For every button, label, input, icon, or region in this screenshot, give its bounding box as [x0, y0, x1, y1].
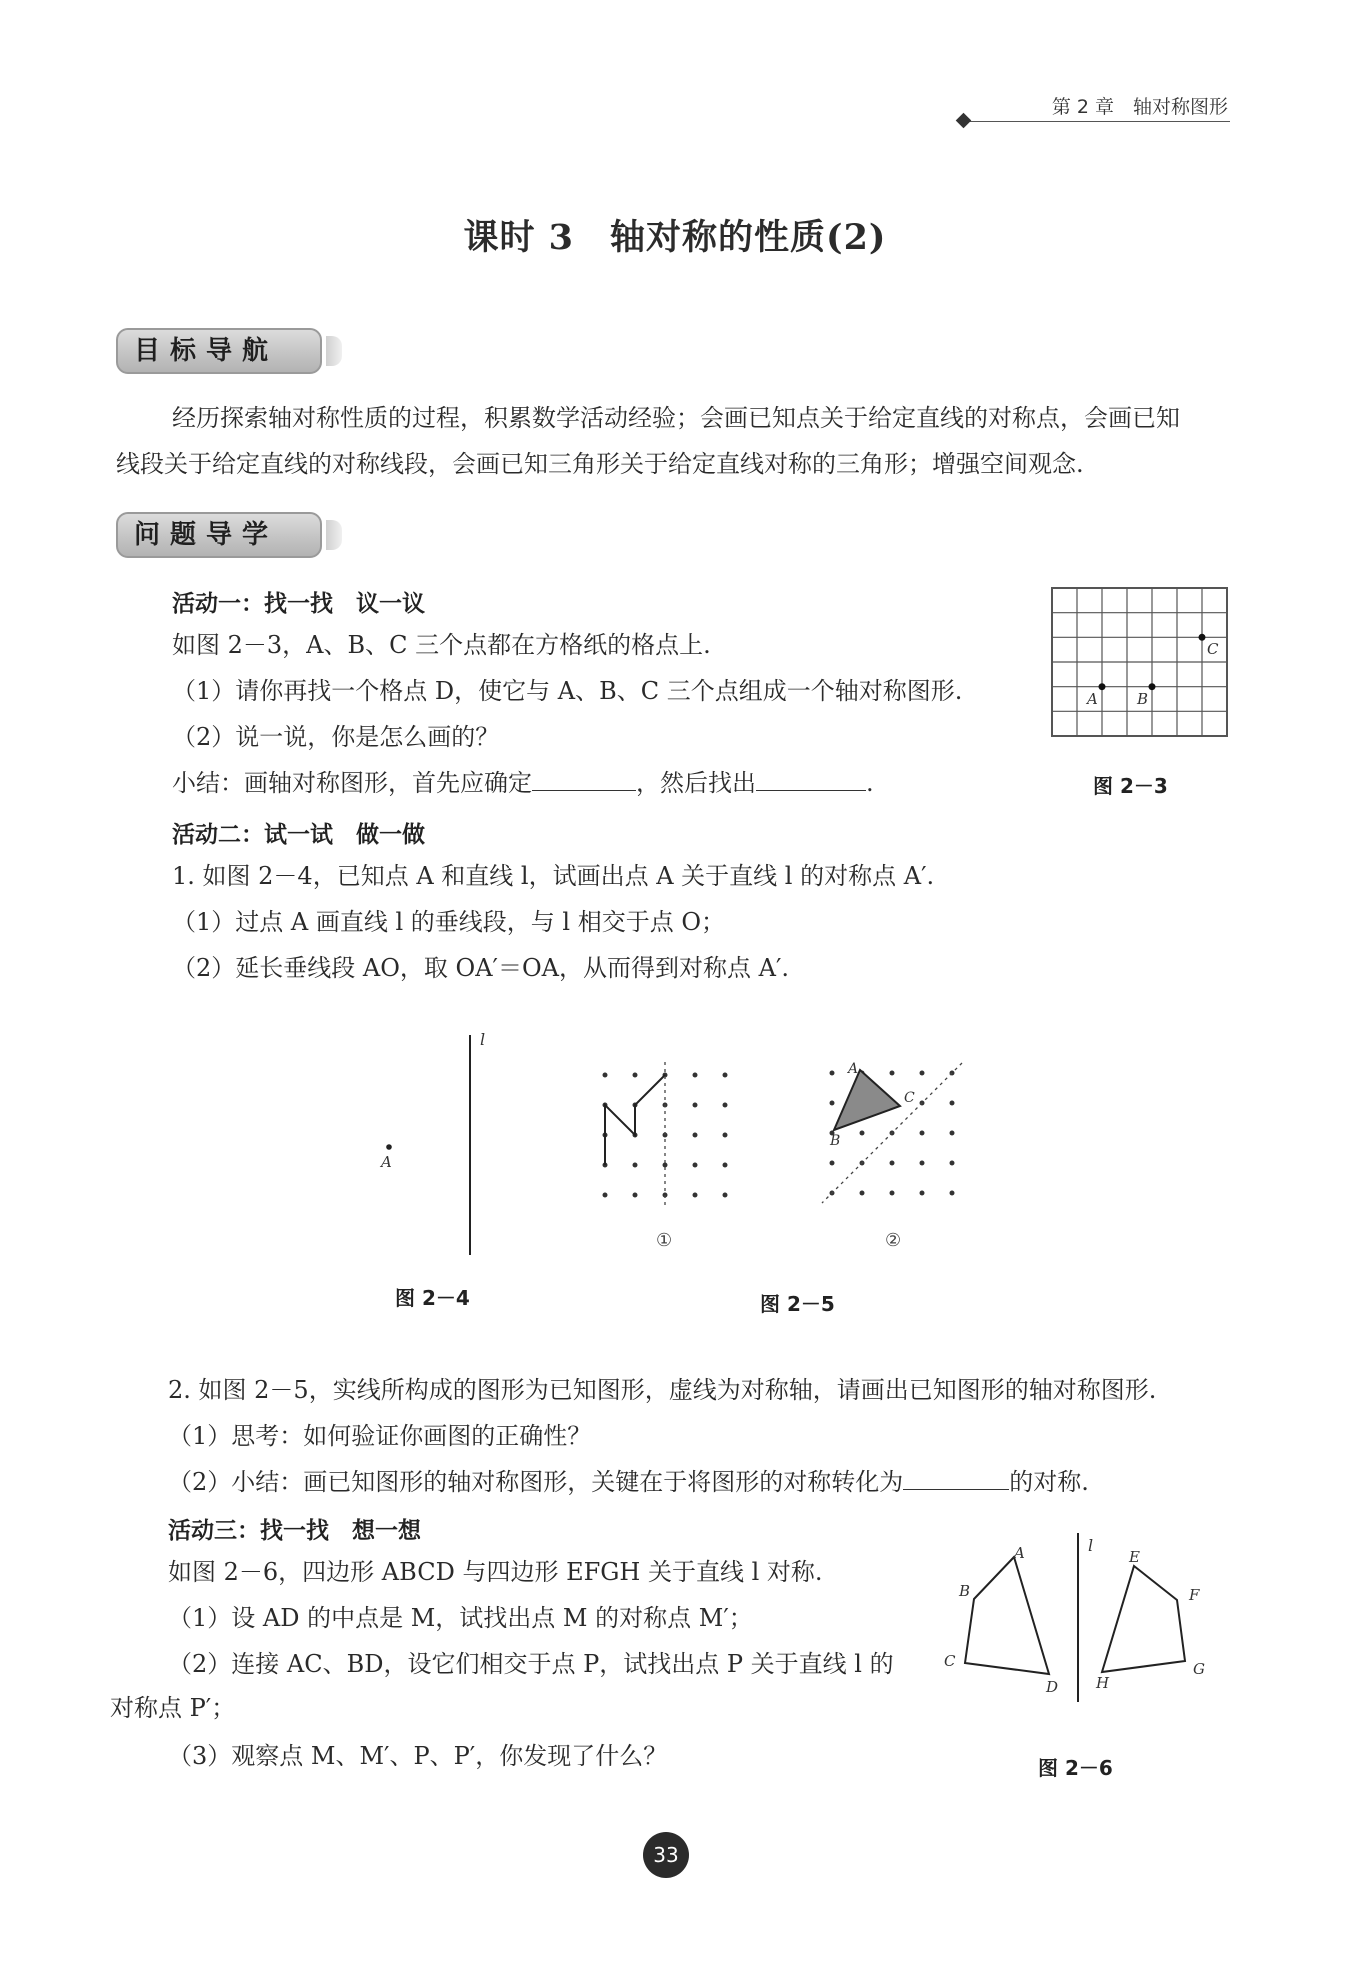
fig26-label-d: D — [1046, 1678, 1059, 1696]
summary-text-a: 小结：画轴对称图形，首先应确定 — [172, 769, 532, 797]
goal-line-1: 经历探索轴对称性质的过程，积累数学活动经验；会画已知点关于给定直线的对称点，会画已知 — [172, 404, 1180, 432]
activity3-q3: （3）观察点 M、M′、P、P′，你发现了什么？ — [168, 1742, 668, 1770]
fig25-sub2: ② — [885, 1230, 902, 1251]
header-rule — [968, 121, 1230, 122]
p2-summary-b: 的对称. — [1009, 1468, 1089, 1496]
problem-badge: 问题导学 — [116, 512, 322, 558]
goal-badge: 目标导航 — [116, 328, 322, 374]
fig26-label-e: E — [1129, 1548, 1140, 1566]
lesson-title: 课时 3 轴对称的性质(2) — [463, 217, 887, 258]
activity2-p1-step1: （1）过点 A 画直线 l 的垂线段，与 l 相交于点 O； — [172, 908, 726, 936]
activity2-p2-step2 — [168, 1460, 1089, 1505]
figure-2-5-part1 — [590, 1060, 740, 1210]
answer-blank-1[interactable] — [532, 765, 636, 791]
page-number: 33 — [643, 1832, 689, 1878]
fig26-label-g: G — [1193, 1660, 1205, 1678]
activity3-q1: （1）设 AD 的中点是 M，试找出点 M 的对称点 M′； — [168, 1604, 753, 1632]
figure-2-6 — [950, 1530, 1220, 1710]
fig26-label-f: F — [1189, 1586, 1200, 1604]
chapter-header: 第 2 章 轴对称图形 — [1051, 96, 1228, 118]
summary-text-c: . — [866, 769, 874, 797]
activity3-heading: 活动三：找一找 想一想 — [168, 1518, 421, 1544]
fig26-label-l: l — [1088, 1536, 1094, 1555]
answer-blank-2[interactable] — [756, 765, 866, 791]
figure-2-4 — [370, 1030, 500, 1270]
activity1-summary — [172, 761, 874, 806]
figure-2-3-grid — [1052, 588, 1232, 740]
activity2-heading: 活动二：试一试 做一做 — [172, 822, 425, 848]
activity2-p1: 1. 如图 2－4，已知点 A 和直线 l，试画出点 A 关于直线 l 的对称点 A′. — [172, 862, 935, 890]
fig23-label-a: A — [1087, 690, 1098, 708]
activity3-q2b: 对称点 P′； — [110, 1694, 236, 1722]
fig23-label-c: C — [1207, 640, 1219, 658]
activity2-p2: 2. 如图 2－5，实线所构成的图形为已知图形，虚线为对称轴，请画出已知图形的轴对称图形. — [168, 1376, 1157, 1404]
p2-summary-a: （2）小结：画已知图形的轴对称图形，关键在于将图形的对称转化为 — [168, 1468, 904, 1496]
summary-text-b: ，然后找出 — [636, 769, 756, 797]
activity1-intro: 如图 2－3，A、B、C 三个点都在方格纸的格点上. — [172, 631, 711, 659]
fig25-label-b: B — [830, 1133, 841, 1149]
fig26-label-b: B — [959, 1582, 971, 1600]
figure-2-6-caption: 图 2－6 — [1038, 1756, 1113, 1780]
fig23-label-b: B — [1137, 690, 1149, 708]
activity1-q2: （2）说一说，你是怎么画的？ — [172, 723, 500, 751]
fig24-label-a: A — [381, 1153, 392, 1171]
fig26-label-h: H — [1096, 1674, 1110, 1692]
answer-blank-3[interactable] — [903, 1464, 1009, 1490]
fig25-label-a: A — [848, 1061, 859, 1077]
activity3-q2a: （2）连接 AC、BD，设它们相交于点 P，试找出点 P 关于直线 l 的 — [168, 1650, 894, 1678]
activity1-q1: （1）请你再找一个格点 D，使它与 A、B、C 三个点组成一个轴对称图形. — [172, 677, 963, 705]
fig25-sub1: ① — [656, 1230, 673, 1251]
figure-2-3-caption: 图 2－3 — [1093, 774, 1168, 798]
fig26-label-a: A — [1014, 1544, 1025, 1562]
figure-2-5-caption: 图 2－5 — [760, 1292, 835, 1316]
fig26-label-c: C — [944, 1652, 956, 1670]
activity2-p1-step2: （2）延长垂线段 AO，取 OA′＝OA，从而得到对称点 A′. — [172, 954, 790, 982]
goal-line-2: 线段关于给定直线的对称线段，会画已知三角形关于给定直线对称的三角形；增强空间观念. — [116, 450, 1084, 478]
activity3-intro: 如图 2－6，四边形 ABCD 与四边形 EFGH 关于直线 l 对称. — [168, 1558, 823, 1586]
figure-2-4-caption: 图 2－4 — [395, 1286, 470, 1310]
fig25-label-c: C — [904, 1090, 915, 1106]
activity2-p2-step1: （1）思考：如何验证你画图的正确性？ — [168, 1422, 592, 1450]
fig24-label-l: l — [480, 1030, 486, 1049]
activity1-heading: 活动一：找一找 议一议 — [172, 591, 425, 617]
